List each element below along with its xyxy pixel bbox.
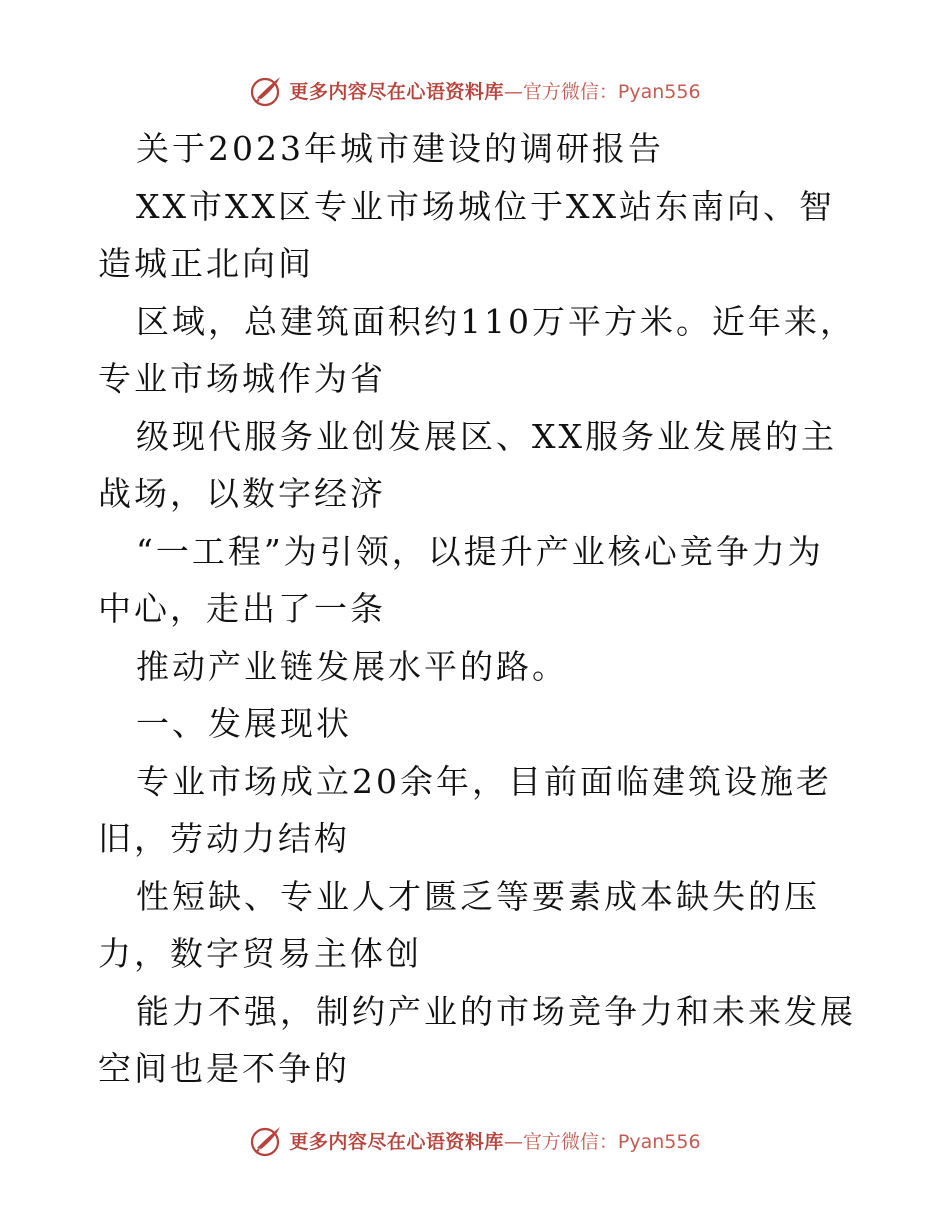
footer-banner — [0, 1120, 950, 1160]
paragraph: XX市XX区专业市场城位于XX站东南向、智造城正北向间 — [98, 186, 835, 283]
paragraph: 级现代服务业创发展区、XX服务业发展的主战场，以数字经济 — [98, 416, 837, 513]
paragraph: 推动产业链发展水平的路。 — [136, 646, 568, 686]
banner-contact: —官方微信：Pyan556 — [503, 1130, 701, 1153]
paragraph: 性短缺、专业人才匮乏等要素成本缺失的压力，数字贸易主体创 — [98, 876, 820, 973]
document-title: 关于2023年城市建设的调研报告 — [136, 129, 664, 168]
document-body — [98, 120, 858, 1098]
section-heading: 一、发展现状 — [136, 704, 352, 743]
header-banner — [0, 70, 950, 110]
paragraph: 能力不强，制约产业的市场竞争力和未来发展空间也是不争的 — [98, 991, 856, 1088]
paragraph: “一工程”为引领，以提升产业核心竞争力为中心，走出了一条 — [98, 531, 824, 628]
quill-pen-logo-icon — [249, 72, 285, 108]
paragraph: 区域，总建筑面积约110万平方米。近年来，专业市场城作为省 — [98, 301, 856, 398]
quill-pen-logo-icon — [249, 1122, 285, 1158]
banner-text: 更多内容尽在心语资料库 — [289, 80, 504, 103]
paragraph: 专业市场成立20余年，目前面临建筑设施老旧，劳动力结构 — [98, 761, 832, 858]
banner-contact: —官方微信：Pyan556 — [503, 80, 701, 103]
banner-text: 更多内容尽在心语资料库 — [289, 1130, 504, 1153]
